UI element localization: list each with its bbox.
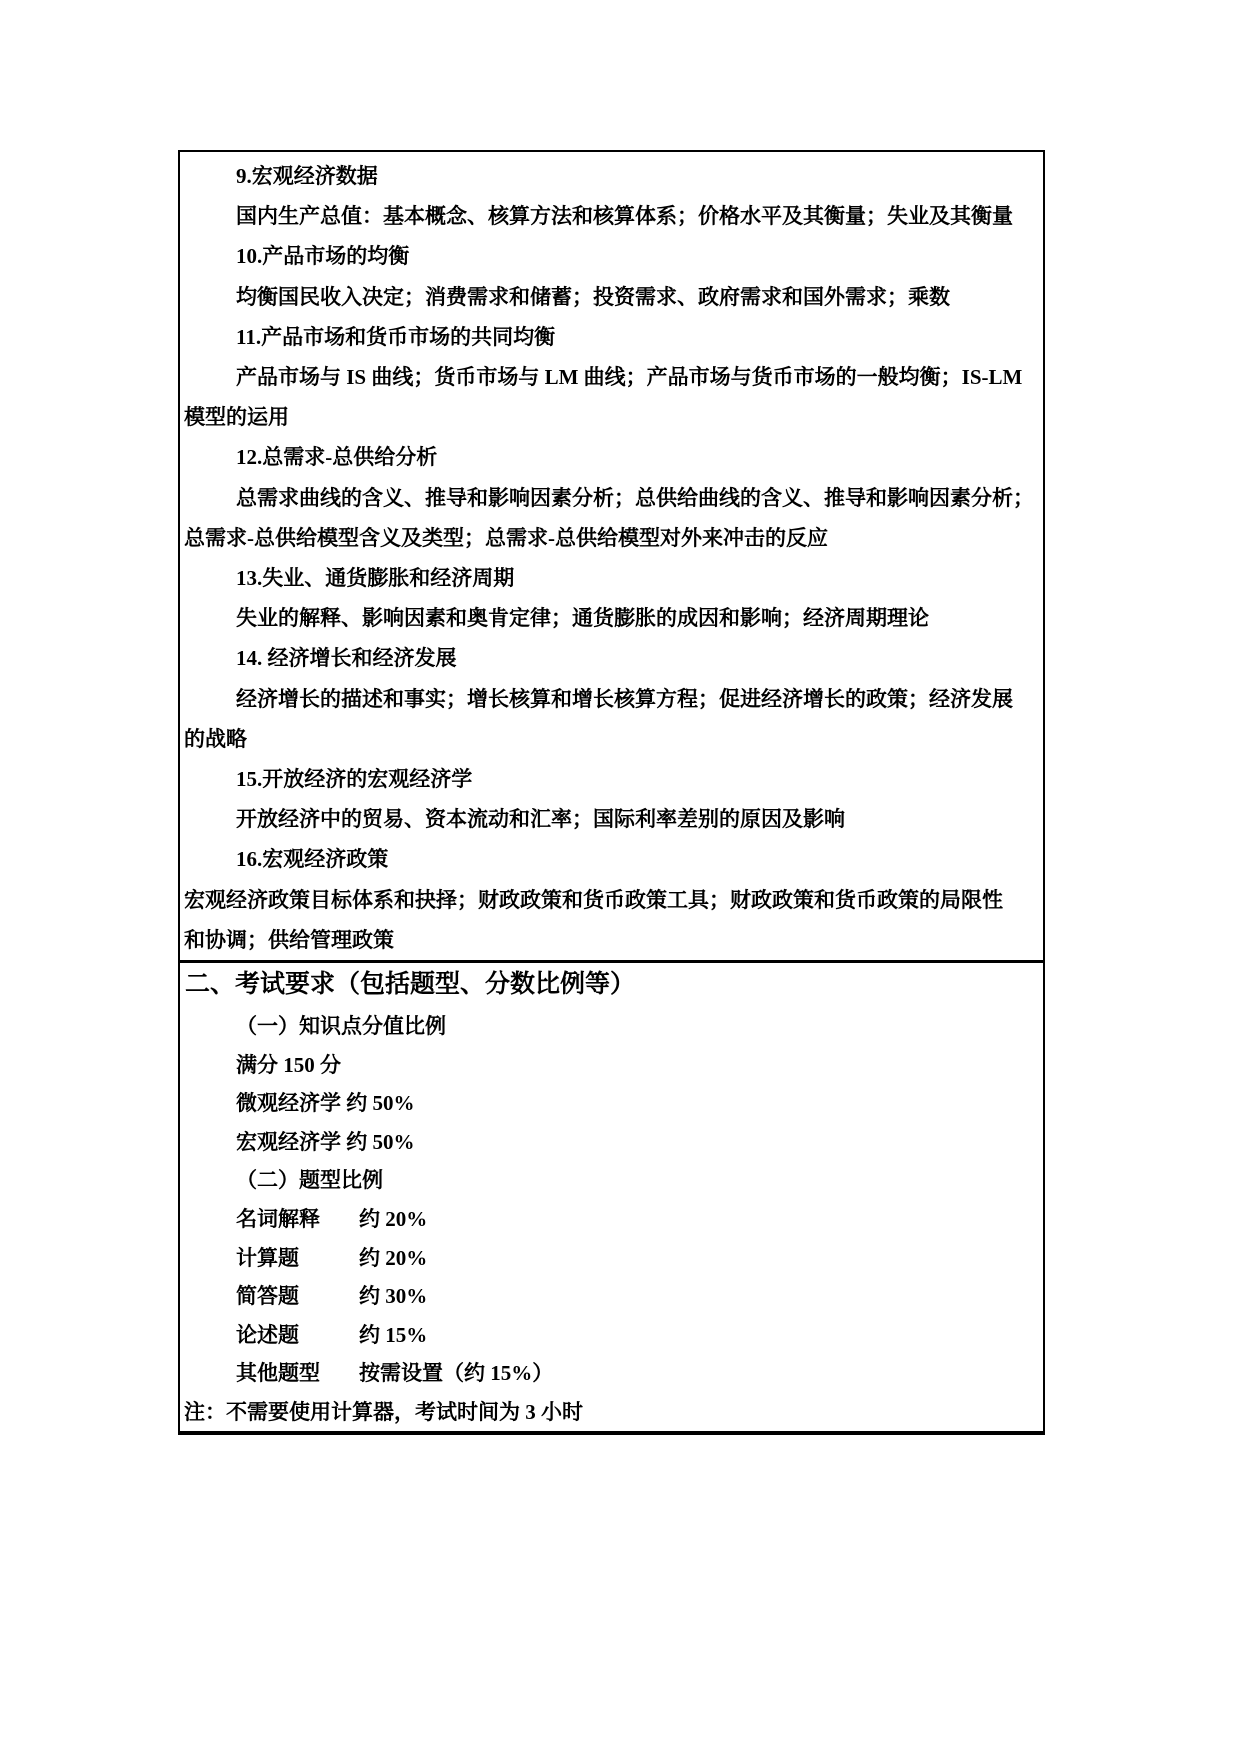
subsection-2-title: （二）题型比例 [236, 1168, 383, 1193]
micro-share-line: 微观经济学 约 50% [236, 1091, 415, 1116]
exam-type-row-other [184, 1354, 1039, 1393]
full-score-line: 满分 150 分 [236, 1052, 341, 1077]
exam-type-label: 论述题 [236, 1322, 299, 1347]
topic-10-detail: 均衡国民收入决定；消费需求和储蓄；投资需求、政府需求和国外需求；乘数 [236, 284, 950, 309]
topic-14-heading: 14. 经济增长和经济发展 [236, 646, 457, 671]
subsection-1-title: （一）知识点分值比例 [236, 1014, 446, 1038]
section-2-heading: 二、考试要求（包括题型、分数比例等） [185, 971, 636, 998]
exam-type-value: 约 30% [359, 1284, 428, 1309]
topic-10-heading: 10.产品市场的均衡 [236, 244, 410, 269]
exam-type-label: 名词解释 [236, 1206, 320, 1231]
exam-type-label: 计算题 [236, 1245, 299, 1270]
exam-type-label: 简答题 [236, 1284, 299, 1309]
topic-16-heading: 16.宏观经济政策 [236, 847, 389, 872]
topic-12-heading: 12.总需求-总供给分析 [236, 445, 438, 470]
exam-type-row-terms [184, 1200, 1039, 1239]
topic-11-detail-1: 产品市场与 IS 曲线；货币市场与 LM 曲线；产品市场与货币市场的一般均衡；IS-LM [236, 365, 1023, 390]
topic-15-heading: 15.开放经济的宏观经济学 [236, 767, 473, 792]
exam-type-value: 按需设置（约 15%） [359, 1361, 554, 1386]
exam-type-row-essay [184, 1316, 1039, 1355]
topic-12-detail-2: 总需求-总供给模型含义及类型；总需求-总供给模型对外来冲击的反应 [184, 525, 828, 550]
topic-16-detail-1: 宏观经济政策目标体系和抉择；财政政策和货币政策工具；财政政策和货币政策的局限性 [184, 887, 1003, 912]
exam-type-label: 其他题型 [236, 1361, 320, 1386]
syllabus-table [178, 150, 1045, 1435]
macro-share-line: 宏观经济学 约 50% [236, 1129, 415, 1154]
topic-9-heading: 9.宏观经济数据 [236, 164, 378, 188]
topic-15-detail: 开放经济中的贸易、资本流动和汇率；国际利率差别的原因及影响 [236, 807, 845, 832]
topic-14-detail-2: 的战略 [184, 726, 247, 751]
exam-type-value: 约 20% [359, 1245, 428, 1270]
exam-type-value: 约 20% [359, 1206, 428, 1231]
topic-13-heading: 13.失业、通货膨胀和经济周期 [236, 566, 515, 591]
topic-11-detail-2: 模型的运用 [184, 405, 289, 430]
topic-11-heading: 11.产品市场和货币市场的共同均衡 [236, 324, 556, 349]
topic-16-detail-2: 和协调；供给管理政策 [184, 927, 394, 952]
section-2-row [180, 960, 1043, 1432]
topic-14-detail-1: 经济增长的描述和事实；增长核算和增长核算方程；促进经济增长的政策；经济发展 [236, 686, 1013, 711]
topic-12-detail-1: 总需求曲线的含义、推导和影响因素分析；总供给曲线的含义、推导和影响因素分析； [236, 485, 1034, 510]
exam-type-row-short-answer [184, 1277, 1039, 1316]
exam-type-row-calculation [184, 1239, 1039, 1278]
topic-9-detail: 国内生产总值：基本概念、核算方法和核算体系；价格水平及其衡量；失业及其衡量 [236, 204, 1013, 229]
section-1-content-row [180, 152, 1043, 960]
exam-type-value: 约 15% [359, 1322, 428, 1347]
note-line: 注：不需要使用计算器，考试时间为 3 小时 [184, 1399, 583, 1424]
topic-13-detail: 失业的解释、影响因素和奥肯定律；通货膨胀的成因和影响；经济周期理论 [236, 606, 929, 631]
